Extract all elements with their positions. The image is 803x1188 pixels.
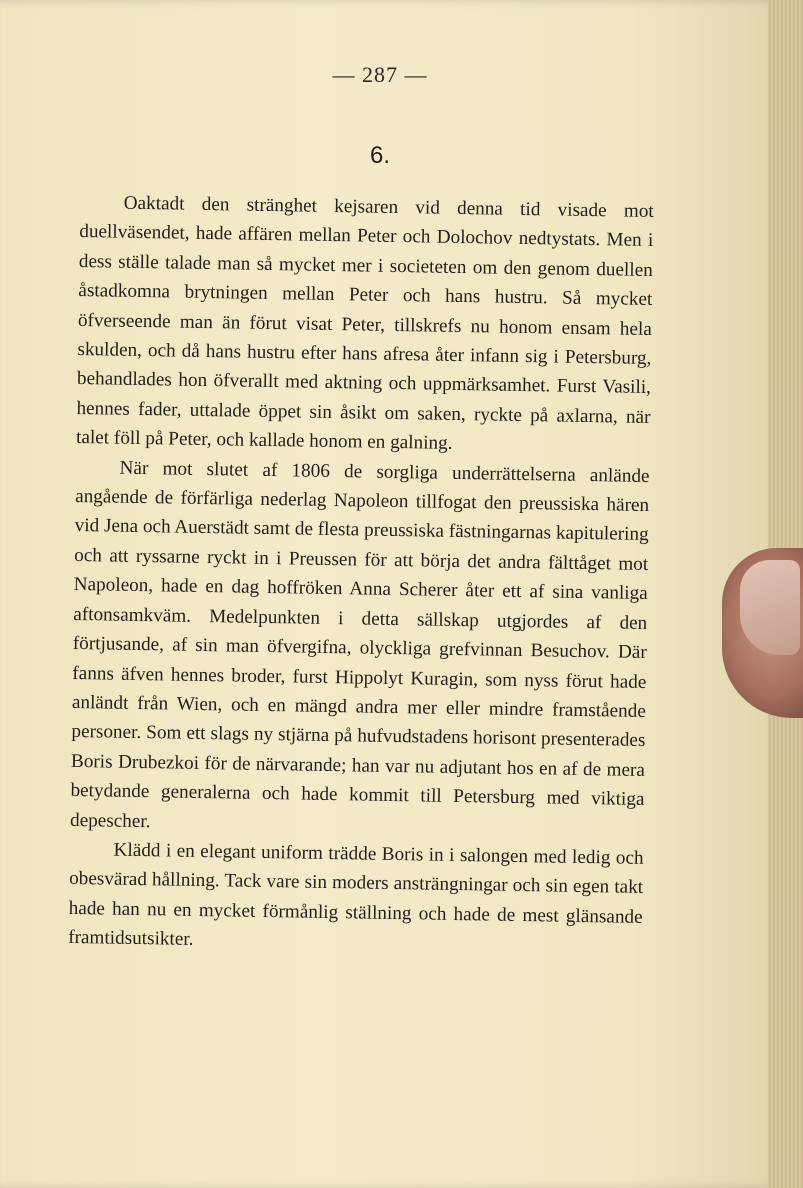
- paragraph: Klädd i en elegant uniform trädde Boris in i salongen med ledig och obesvärad hållning. Tack vare sin moders ansträngningar och sin egen takt hade han nu en mycket förmånlig ställning och hade de mest glänsande framtidsutsikter.: [68, 839, 644, 951]
- section-heading: 6.: [369, 142, 390, 169]
- thumbnail-nail: [740, 560, 800, 655]
- paragraph: Oaktadt den stränghet kejsaren vid denna tid visade mot duellväsendet, hade affären mellan Peter och Dolochov nedtystats. Men i dess ställe talade man så mycket mer i societeten om den genom duellen åstadkomna brytningen mellan Peter och hans hustru. Så mycket öfverseende man än förut visat Peter, tillskrefs nu honom ensam hela skulden, och då hans hustru efter hans afresa åter infann sig i Petersburg, behandlades hon öfverallt med aktning och uppmärksamhet. Furst Vasili, hennes fader, uttalade öppet sin åsikt om saken, ryckte på axlarna, när talet föll på Peter, och kallade honom en galning.: [75, 192, 654, 455]
- paragraph: När mot slutet af 1806 de sorgliga underrättelserna anlände angående de förfärliga nederlag Napoleon tillfogat den preussiska hären vid Jena och Auerstädt samt de flesta preussiska fästningarnas kapitulering och att ryssarne ryckt in i Preussen för att börja det andra fälttåget mot Napoleon, hade en dag hoffröken Anna Scherer åter ett af sina vanliga aftonsamkväm. Medelpunkten i detta sällskap utgjordes af den förtjusande, af sin man öfvergifna, olyckliga grefvinnan Besuchov. Där fanns äfven hennes broder, furst Hippolyt Kuragin, som nyss förut hade anländt från Wien, och en mängd andra mer eller mindre framstående personer. Som ett slags ny stjärna på hufvudstadens horisont presenterades Boris Drubezkoi för de närvarande; han var nu adjutant hos en af de mera betydande generalerna och hade kommit till Petersburg med viktiga depescher.: [69, 457, 650, 832]
- page-number: — 287 —: [332, 62, 428, 87]
- body-text: [68, 188, 654, 961]
